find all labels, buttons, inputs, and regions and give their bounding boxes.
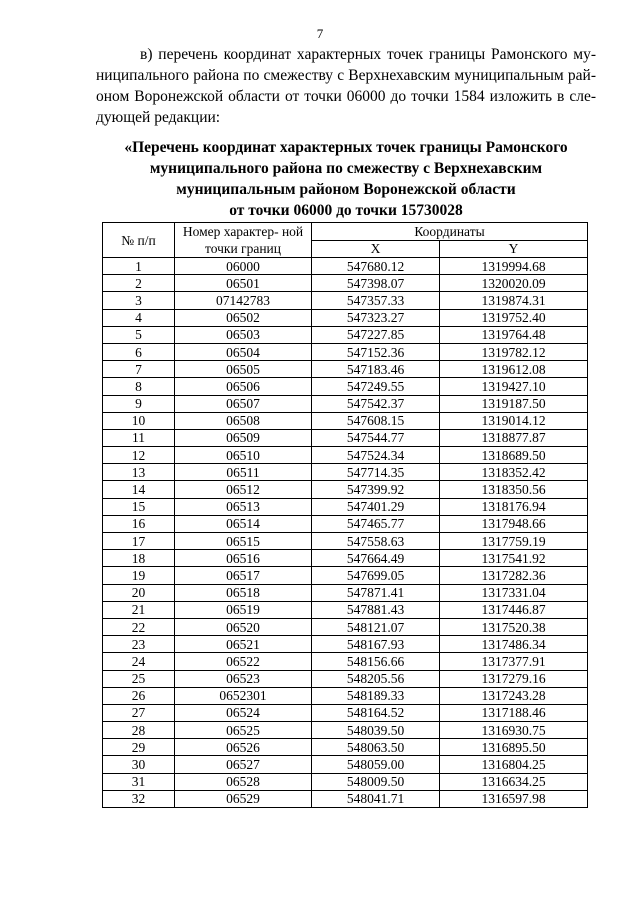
table-row: [103, 636, 588, 653]
cell-point-number: 06505: [175, 361, 312, 378]
cell-point-number: 06522: [175, 653, 312, 670]
cell-x: 548063.50: [312, 739, 440, 756]
cell-row-number: 19: [103, 567, 175, 584]
cell-x: 547558.63: [312, 533, 440, 550]
cell-row-number: 10: [103, 412, 175, 429]
cell-y: 1317948.66: [440, 515, 588, 532]
cell-point-number: 07142783: [175, 292, 312, 309]
cell-y: 1316895.50: [440, 739, 588, 756]
intro-line: оном Воронежской области от точки 06000 до точки 1584 изложить в сле-: [96, 88, 596, 105]
table-row: [103, 429, 588, 446]
cell-y: 1316804.25: [440, 756, 588, 773]
cell-y: 1320020.09: [440, 275, 588, 292]
cell-y: 1319187.50: [440, 395, 588, 412]
cell-point-number: 06512: [175, 481, 312, 498]
cell-x: 547152.36: [312, 343, 440, 360]
cell-row-number: 23: [103, 636, 175, 653]
cell-y: 1317520.38: [440, 618, 588, 635]
cell-row-number: 14: [103, 481, 175, 498]
heading-line: муниципальным районом Воронежской области: [176, 181, 516, 198]
cell-row-number: 21: [103, 601, 175, 618]
cell-point-number: 06526: [175, 739, 312, 756]
cell-x: 547608.15: [312, 412, 440, 429]
table-row: [103, 378, 588, 395]
cell-point-number: 06510: [175, 447, 312, 464]
table-row: [103, 361, 588, 378]
cell-point-number: 06503: [175, 326, 312, 343]
table-body: [103, 258, 588, 808]
cell-y: 1317243.28: [440, 687, 588, 704]
cell-x: 547399.92: [312, 481, 440, 498]
cell-y: 1317486.34: [440, 636, 588, 653]
cell-point-number: 06529: [175, 790, 312, 807]
cell-point-number: 06528: [175, 773, 312, 790]
cell-row-number: 31: [103, 773, 175, 790]
cell-y: 1319874.31: [440, 292, 588, 309]
cell-x: 547680.12: [312, 258, 440, 275]
heading-line: муниципального района по смежеству с Верхнехавским: [149, 160, 543, 177]
cell-row-number: 20: [103, 584, 175, 601]
cell-row-number: 27: [103, 704, 175, 721]
table-row: [103, 533, 588, 550]
intro-line: дующей редакции:: [96, 109, 221, 126]
intro-line: в) перечень координат характерных точек границы Рамонского му-: [140, 46, 596, 63]
cell-x: 547401.29: [312, 498, 440, 515]
cell-row-number: 22: [103, 618, 175, 635]
cell-y: 1317331.04: [440, 584, 588, 601]
cell-row-number: 18: [103, 550, 175, 567]
cell-y: 1316634.25: [440, 773, 588, 790]
cell-point-number: 06527: [175, 756, 312, 773]
table-row: [103, 481, 588, 498]
cell-row-number: 1: [103, 258, 175, 275]
cell-point-number: 06517: [175, 567, 312, 584]
cell-row-number: 28: [103, 722, 175, 739]
cell-row-number: 30: [103, 756, 175, 773]
cell-row-number: 29: [103, 739, 175, 756]
cell-row-number: 9: [103, 395, 175, 412]
cell-y: 1318176.94: [440, 498, 588, 515]
cell-row-number: 2: [103, 275, 175, 292]
cell-point-number: 06515: [175, 533, 312, 550]
table-row: [103, 292, 588, 309]
cell-x: 547524.34: [312, 447, 440, 464]
cell-row-number: 13: [103, 464, 175, 481]
intro-line: ниципального района по смежеству с Верхнехавским муниципальным рай-: [96, 67, 596, 84]
table-row: [103, 515, 588, 532]
cell-y: 1317282.36: [440, 567, 588, 584]
cell-point-number: 06519: [175, 601, 312, 618]
table-row: [103, 258, 588, 275]
table-row: [103, 773, 588, 790]
cell-x: 547398.07: [312, 275, 440, 292]
cell-x: 548205.56: [312, 670, 440, 687]
cell-x: 547183.46: [312, 361, 440, 378]
cell-x: 548121.07: [312, 618, 440, 635]
cell-y: 1317541.92: [440, 550, 588, 567]
header-point-number: Номер характер- ной точки границ: [175, 223, 312, 258]
table-row: [103, 704, 588, 721]
table-row: [103, 601, 588, 618]
cell-y: 1319612.08: [440, 361, 588, 378]
table-row: [103, 550, 588, 567]
cell-y: 1318350.56: [440, 481, 588, 498]
table-row: [103, 722, 588, 739]
cell-y: 1317188.46: [440, 704, 588, 721]
table-row: [103, 275, 588, 292]
cell-y: 1318689.50: [440, 447, 588, 464]
cell-point-number: 06506: [175, 378, 312, 395]
table-row: [103, 326, 588, 343]
cell-x: 547871.41: [312, 584, 440, 601]
table-row: [103, 756, 588, 773]
header-x: X: [312, 240, 440, 258]
table-row: [103, 739, 588, 756]
cell-y: 1317279.16: [440, 670, 588, 687]
cell-point-number: 06520: [175, 618, 312, 635]
cell-x: 547542.37: [312, 395, 440, 412]
cell-point-number: 06508: [175, 412, 312, 429]
table-row: [103, 618, 588, 635]
table-row: [103, 309, 588, 326]
cell-x: 548059.00: [312, 756, 440, 773]
cell-x: 547699.05: [312, 567, 440, 584]
cell-row-number: 8: [103, 378, 175, 395]
cell-y: 1318352.42: [440, 464, 588, 481]
table-row: [103, 653, 588, 670]
cell-row-number: 6: [103, 343, 175, 360]
cell-x: 547881.43: [312, 601, 440, 618]
cell-point-number: 06524: [175, 704, 312, 721]
coordinates-table: [102, 222, 588, 808]
cell-y: 1316930.75: [440, 722, 588, 739]
cell-x: 548164.52: [312, 704, 440, 721]
cell-x: 547249.55: [312, 378, 440, 395]
cell-point-number: 06511: [175, 464, 312, 481]
cell-row-number: 3: [103, 292, 175, 309]
cell-point-number: 06516: [175, 550, 312, 567]
cell-row-number: 16: [103, 515, 175, 532]
intro-paragraph: [96, 44, 596, 128]
cell-point-number: 06502: [175, 309, 312, 326]
cell-x: 547323.27: [312, 309, 440, 326]
table-row: [103, 584, 588, 601]
cell-x: 547544.77: [312, 429, 440, 446]
cell-point-number: 06513: [175, 498, 312, 515]
cell-x: 548039.50: [312, 722, 440, 739]
header-row-number: № п/п: [103, 223, 175, 258]
cell-x: 547664.49: [312, 550, 440, 567]
cell-row-number: 25: [103, 670, 175, 687]
table-row: [103, 343, 588, 360]
cell-x: 548156.66: [312, 653, 440, 670]
cell-row-number: 32: [103, 790, 175, 807]
heading-line: «Перечень координат характерных точек границы Рамонского: [124, 139, 568, 156]
cell-row-number: 17: [103, 533, 175, 550]
header-y: Y: [440, 240, 588, 258]
table-row: [103, 447, 588, 464]
cell-row-number: 26: [103, 687, 175, 704]
cell-y: 1317377.91: [440, 653, 588, 670]
cell-y: 1319782.12: [440, 343, 588, 360]
cell-y: 1319427.10: [440, 378, 588, 395]
document-heading: [96, 137, 596, 221]
cell-point-number: 06000: [175, 258, 312, 275]
heading-line: от точки 06000 до точки 15730028: [229, 202, 463, 219]
cell-point-number: 0652301: [175, 687, 312, 704]
table-row: [103, 498, 588, 515]
cell-point-number: 06521: [175, 636, 312, 653]
cell-point-number: 06509: [175, 429, 312, 446]
cell-row-number: 15: [103, 498, 175, 515]
cell-point-number: 06523: [175, 670, 312, 687]
cell-point-number: 06514: [175, 515, 312, 532]
table-row: [103, 464, 588, 481]
cell-y: 1316597.98: [440, 790, 588, 807]
table-row: [103, 790, 588, 807]
cell-x: 548189.33: [312, 687, 440, 704]
cell-point-number: 06501: [175, 275, 312, 292]
cell-y: 1319752.40: [440, 309, 588, 326]
cell-row-number: 5: [103, 326, 175, 343]
cell-x: 548009.50: [312, 773, 440, 790]
cell-y: 1317759.19: [440, 533, 588, 550]
cell-x: 547714.35: [312, 464, 440, 481]
cell-x: 547465.77: [312, 515, 440, 532]
cell-row-number: 11: [103, 429, 175, 446]
table-row: [103, 687, 588, 704]
page-number: 7: [316, 26, 324, 41]
cell-x: 547227.85: [312, 326, 440, 343]
cell-y: 1319014.12: [440, 412, 588, 429]
cell-x: 548167.93: [312, 636, 440, 653]
cell-y: 1319994.68: [440, 258, 588, 275]
cell-row-number: 24: [103, 653, 175, 670]
header-coordinates: Координаты: [312, 223, 588, 241]
cell-point-number: 06504: [175, 343, 312, 360]
cell-row-number: 4: [103, 309, 175, 326]
cell-y: 1318877.87: [440, 429, 588, 446]
table-row: [103, 567, 588, 584]
cell-y: 1317446.87: [440, 601, 588, 618]
cell-x: 548041.71: [312, 790, 440, 807]
cell-row-number: 12: [103, 447, 175, 464]
table-row: [103, 412, 588, 429]
table-row: [103, 395, 588, 412]
cell-row-number: 7: [103, 361, 175, 378]
cell-point-number: 06525: [175, 722, 312, 739]
cell-point-number: 06507: [175, 395, 312, 412]
cell-y: 1319764.48: [440, 326, 588, 343]
table-row: [103, 670, 588, 687]
cell-x: 547357.33: [312, 292, 440, 309]
cell-point-number: 06518: [175, 584, 312, 601]
